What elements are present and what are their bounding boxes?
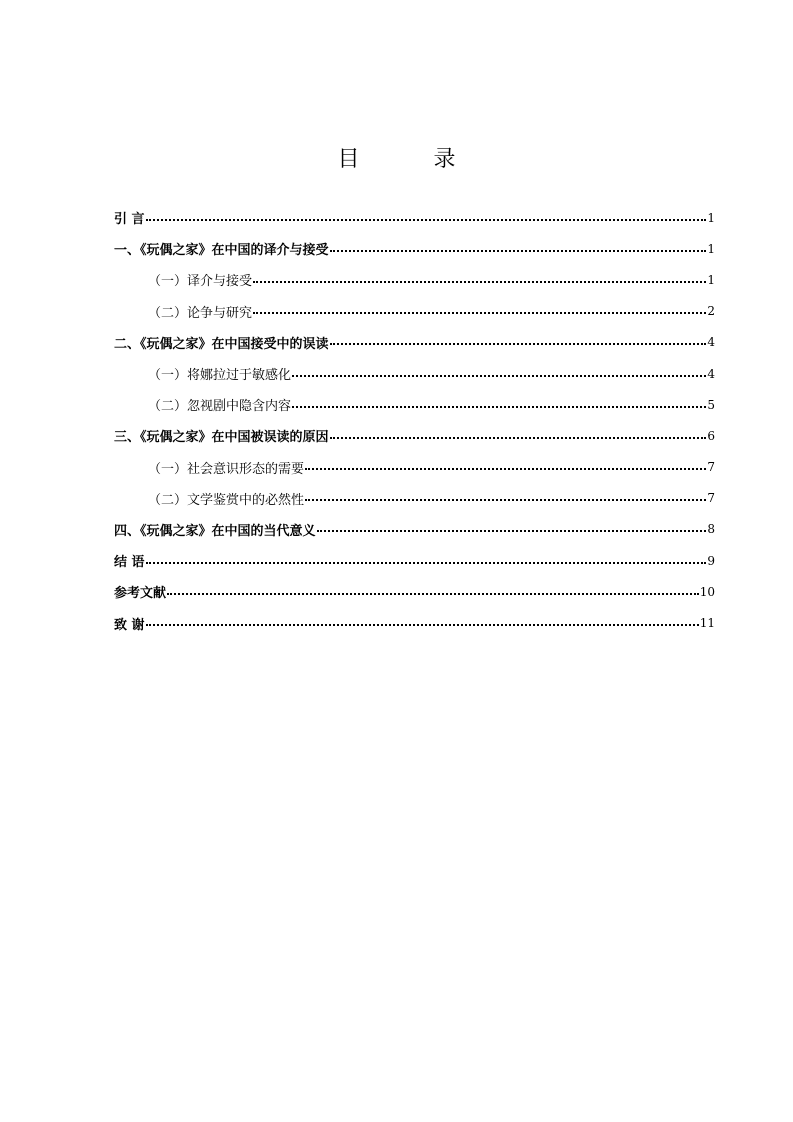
- toc-entry-label: 致 谢: [114, 617, 145, 633]
- toc-entry-conclusion[interactable]: [114, 545, 715, 576]
- toc-entry-label: 四、《玩偶之家》在中国的当代意义: [114, 523, 316, 539]
- dot-leader: [305, 499, 706, 501]
- toc-list: [114, 202, 715, 639]
- dot-leader: [330, 250, 707, 252]
- dot-leader: [317, 530, 707, 532]
- toc-entry-label: （二）忽视剧中隐含内容: [148, 399, 292, 415]
- toc-entry-page: 4: [707, 335, 715, 350]
- toc-entry-label: 一、《玩偶之家》在中国的译介与接受: [114, 243, 329, 259]
- dot-leader: [305, 468, 706, 470]
- toc-entry-label: （一）社会意识形态的需要: [148, 461, 305, 477]
- toc-entry-chapter-4[interactable]: [114, 514, 715, 545]
- toc-entry-acknowledgements[interactable]: [114, 607, 715, 638]
- dot-leader: [167, 593, 699, 595]
- dot-leader: [292, 375, 706, 377]
- toc-entry-label: 结 语: [114, 555, 145, 571]
- toc-entry-page: 2: [707, 304, 715, 319]
- dot-leader: [330, 437, 707, 439]
- dot-leader: [146, 219, 707, 221]
- dot-leader: [330, 343, 707, 345]
- toc-entry-section-2-2[interactable]: [114, 389, 715, 420]
- toc-entry-page: 10: [699, 584, 715, 599]
- toc-entry-section-1-2[interactable]: [114, 296, 715, 327]
- toc-entry-label: （二）论争与研究: [148, 305, 253, 321]
- toc-entry-page: 6: [707, 428, 715, 443]
- toc-entry-chapter-1[interactable]: [114, 233, 715, 264]
- toc-entry-page: 7: [707, 460, 715, 475]
- toc-entry-section-2-1[interactable]: [114, 358, 715, 389]
- toc-entry-page: 11: [699, 616, 715, 631]
- toc-entry-label: 二、《玩偶之家》在中国接受中的误读: [114, 336, 329, 352]
- dot-leader: [253, 281, 706, 283]
- toc-entry-page: 9: [707, 553, 715, 568]
- toc-entry-section-3-1[interactable]: [114, 452, 715, 483]
- toc-entry-page: 4: [707, 366, 715, 381]
- toc-entry-label: 参考文献: [114, 586, 167, 602]
- toc-entry-chapter-3[interactable]: [114, 420, 715, 451]
- toc-entry-page: 1: [707, 241, 715, 256]
- toc-entry-page: 8: [707, 522, 715, 537]
- toc-entry-label: （一）将娜拉过于敏感化: [148, 368, 292, 384]
- toc-entry-page: 1: [707, 272, 715, 287]
- toc-entry-introduction[interactable]: [114, 202, 715, 233]
- toc-entry-page: 1: [707, 210, 715, 225]
- dot-leader: [146, 624, 699, 626]
- toc-entry-label: 引 言: [114, 212, 145, 228]
- toc-entry-section-3-2[interactable]: [114, 483, 715, 514]
- toc-entry-page: 5: [707, 397, 715, 412]
- toc-entry-references[interactable]: [114, 576, 715, 607]
- toc-entry-page: 7: [707, 491, 715, 506]
- toc-entry-label: （二）文学鉴赏中的必然性: [148, 492, 305, 508]
- dot-leader: [292, 406, 706, 408]
- dot-leader: [253, 312, 706, 314]
- toc-entry-label: （一）译介与接受: [148, 274, 253, 290]
- dot-leader: [146, 562, 707, 564]
- toc-entry-chapter-2[interactable]: [114, 327, 715, 358]
- toc-title: 目 录: [337, 147, 482, 172]
- toc-entry-section-1-1[interactable]: [114, 264, 715, 295]
- toc-entry-label: 三、《玩偶之家》在中国被误读的原因: [114, 430, 329, 446]
